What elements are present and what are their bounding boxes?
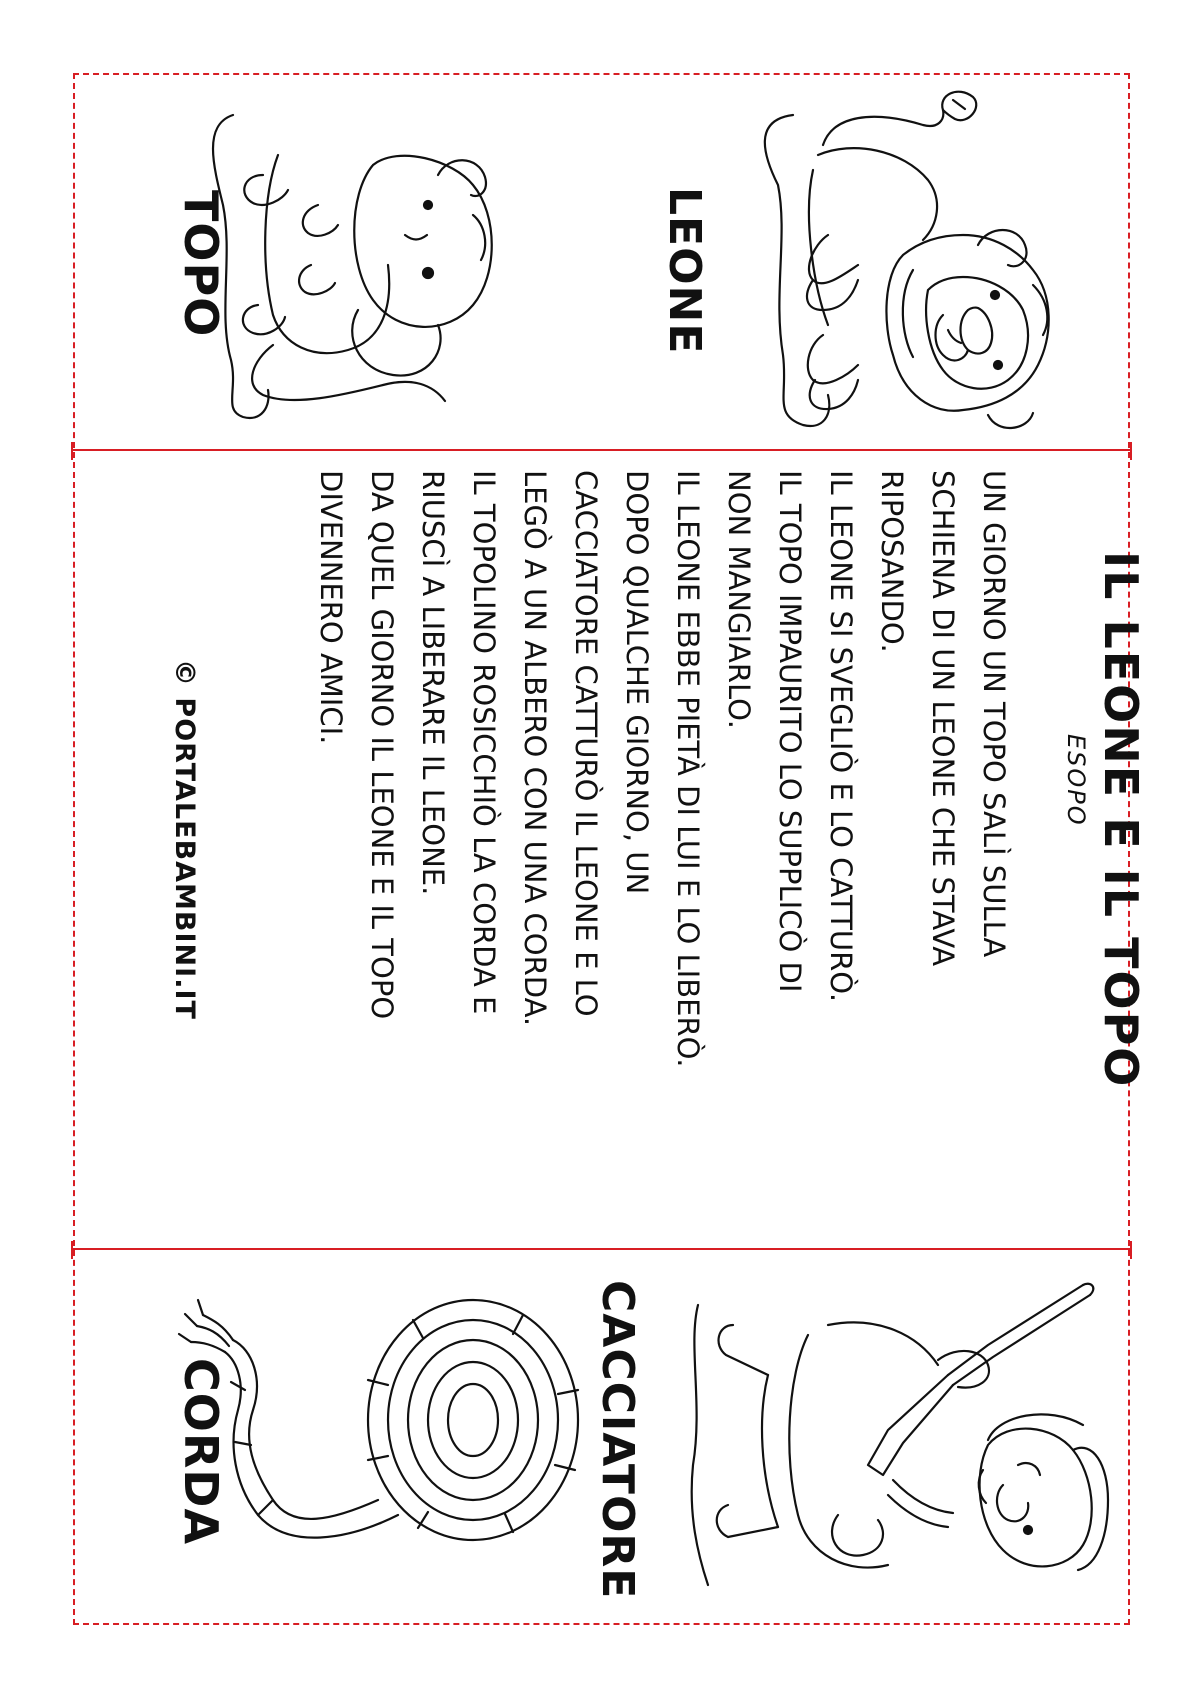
panel-hunter-rope — [73, 1250, 1130, 1623]
panel-story — [73, 451, 1148, 1246]
story-line: DA QUEL GIORNO IL LEONE E IL TOPO — [365, 470, 399, 1020]
story-line: IL LEONE SI SVEGLIÒ E LO CATTURÒ. — [824, 470, 858, 1003]
credit-portalebambini: © PORTALEBAMBINI.IT — [169, 659, 200, 1020]
story-line: DIVENNERO AMICI. — [314, 470, 348, 745]
label-topo: TOPO — [174, 190, 228, 338]
story-line: CACCIATORE CATTURÒ IL LEONE E LO — [569, 470, 603, 1017]
story-line: IL TOPO IMPAURITO LO SUPPLICÒ DI — [773, 470, 807, 993]
story-line: UN GIORNO UN TOPO SALÌ SULLA — [977, 470, 1011, 958]
label-cacciatore: CACCIATORE — [592, 1280, 643, 1600]
mouse-illustration — [183, 95, 513, 435]
story-title: IL LEONE E IL TOPO — [1094, 551, 1148, 1089]
story-line: SCHIENA DI UN LEONE CHE STAVA — [926, 470, 960, 967]
story-line: IL TOPOLINO ROSICCHIÒ LA CORDA E — [467, 470, 501, 1015]
story-line: DOPO QUALCHE GIORNO, UN — [620, 470, 654, 895]
label-leone: LEONE — [659, 187, 710, 355]
story-text — [305, 470, 1019, 1230]
lion-illustration — [733, 95, 1063, 435]
story-line: RIUSCÌ A LIBERARE IL LEONE. — [416, 470, 450, 896]
story-line: NON MANGIARLO. — [722, 470, 756, 729]
story-line: IL LEONE EBBE PIETÀ DI LUI E LO LIBERÒ. — [671, 470, 705, 1068]
story-line: RIPOSANDO. — [875, 470, 909, 653]
label-corda: CORDA — [174, 1358, 228, 1546]
story-line: LEGÒ A UN ALBERO CON UNA CORDA. — [518, 470, 552, 1027]
hunter-illustration — [688, 1265, 1118, 1610]
story-author: ESOPO — [1062, 734, 1090, 827]
rope-illustration — [183, 1270, 613, 1605]
panel-lion-mouse — [73, 75, 1130, 447]
